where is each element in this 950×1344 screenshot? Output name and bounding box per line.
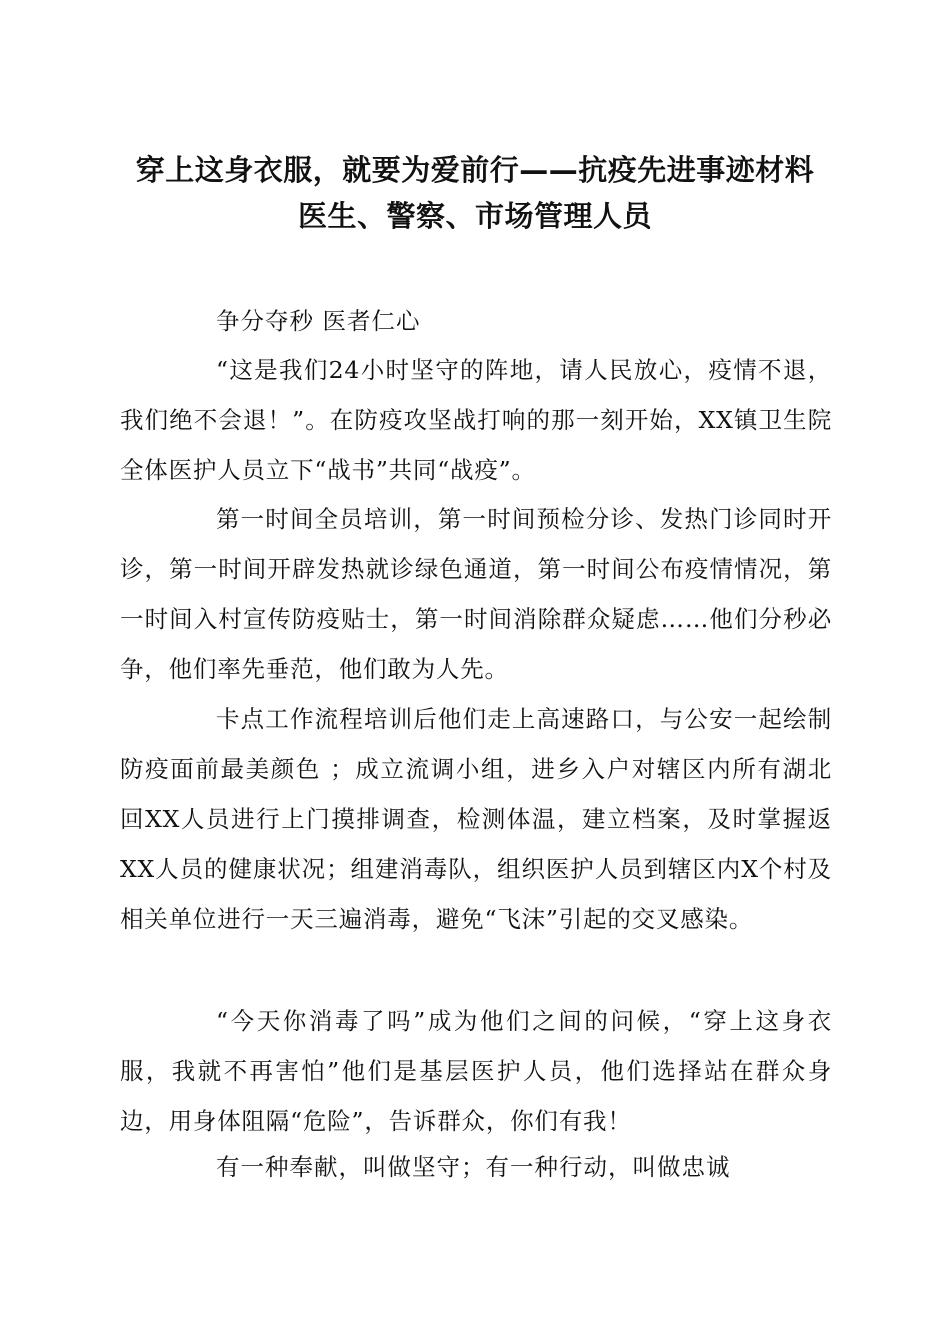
paragraph-4: “今天你消毒了吗”成为他们之间的问候，“穿上这身衣服，我就不再害怕”他们是基层医护人员，他们选择站在群众身边，用身体阻隔“危险”，告诉群众，你们有我！: [120, 1007, 832, 1135]
paragraph-3: 卡点工作流程培训后他们走上高速路口，与公安一起绘制防疫面前最美颜色 ；成立流调小组，进乡入户对辖区内所有湖北回XX人员进行上门摸排调查，检测体温，建立档案，及时掌握返XX人员的健康状况；组建消毒队，组织医护人员到辖区内X个村及相关单位进行一天三遍消毒，避免“飞沫”引起的交叉感染。: [120, 705, 832, 933]
section-heading: 争分夺秒 医者仁心: [216, 307, 421, 335]
document-subtitle: 医生、警察、市场管理人员: [297, 199, 652, 233]
paragraph-2: 第一时间全员培训，第一时间预检分诊、发热门诊同时开诊，第一时间开辟发热就诊绿色通道，第一时间公布疫情情况，第一时间入村宣传防疫贴士，第一时间消除群众疑虑……他们分秒必争，他们率先垂范，他们敢为人先。: [120, 505, 832, 683]
document-title: 穿上这身衣服，就要为爱前行——抗疫先进事迹材料: [135, 153, 815, 187]
closing-line: 有一种奉献，叫做坚守；有一种行动，叫做忠诚: [216, 1153, 731, 1181]
paragraph-1: “这是我们24小时坚守的阵地，请人民放心，疫情不退，我们绝不会退！”。在防疫攻坚战打响的那一刻开始，XX镇卫生院全体医护人员立下“战书”共同“战疫”。: [120, 356, 832, 484]
